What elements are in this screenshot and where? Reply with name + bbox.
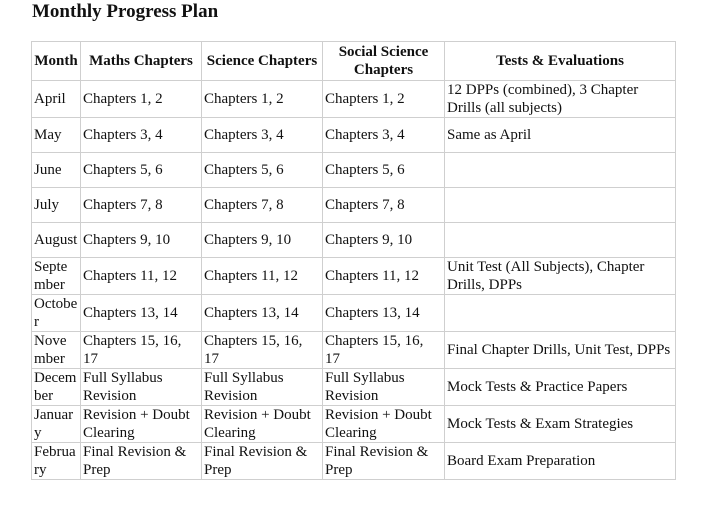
table-row <box>32 258 676 295</box>
science-cell: Chapters 5, 6 <box>202 153 323 188</box>
table-header-row <box>32 42 676 81</box>
page-title: Monthly Progress Plan <box>32 1 219 22</box>
progress-plan-table <box>31 41 676 480</box>
month-cell: July <box>32 188 81 223</box>
science-cell: Chapters 1, 2 <box>202 81 323 118</box>
social-science-cell: Chapters 13, 14 <box>323 295 445 332</box>
social-science-cell: Chapters 9, 10 <box>323 223 445 258</box>
header-maths: Maths Chapters <box>81 42 202 81</box>
maths-cell: Chapters 7, 8 <box>81 188 202 223</box>
month-cell: October <box>32 295 81 332</box>
science-cell: Chapters 15, 16, 17 <box>202 332 323 369</box>
header-tests: Tests & Evaluations <box>445 42 676 81</box>
social-science-cell: Final Revision & Prep <box>323 443 445 480</box>
science-cell: Chapters 13, 14 <box>202 295 323 332</box>
table-row <box>32 188 676 223</box>
table-row <box>32 118 676 153</box>
science-cell: Full Syllabus Revision <box>202 369 323 406</box>
month-cell: June <box>32 153 81 188</box>
month-cell: January <box>32 406 81 443</box>
header-month: Month <box>32 42 81 81</box>
social-science-cell: Chapters 15, 16, 17 <box>323 332 445 369</box>
social-science-cell: Full Syllabus Revision <box>323 369 445 406</box>
month-cell: February <box>32 443 81 480</box>
month-cell: May <box>32 118 81 153</box>
tests-cell: Board Exam Preparation <box>445 443 676 480</box>
social-science-cell: Chapters 7, 8 <box>323 188 445 223</box>
tests-cell: Same as April <box>445 118 676 153</box>
tests-cell: Mock Tests & Exam Strategies <box>445 406 676 443</box>
maths-cell: Chapters 5, 6 <box>81 153 202 188</box>
maths-cell: Revision + Doubt Clearing <box>81 406 202 443</box>
social-science-cell: Chapters 11, 12 <box>323 258 445 295</box>
table-row <box>32 295 676 332</box>
tests-cell <box>445 188 676 223</box>
social-science-cell: Chapters 1, 2 <box>323 81 445 118</box>
table-row <box>32 81 676 118</box>
maths-cell: Chapters 11, 12 <box>81 258 202 295</box>
tests-cell: Mock Tests & Practice Papers <box>445 369 676 406</box>
maths-cell: Chapters 13, 14 <box>81 295 202 332</box>
month-cell: December <box>32 369 81 406</box>
tests-cell <box>445 295 676 332</box>
header-social-science: Social Science Chapters <box>323 42 445 81</box>
maths-cell: Chapters 3, 4 <box>81 118 202 153</box>
maths-cell: Final Revision & Prep <box>81 443 202 480</box>
tests-cell: Unit Test (All Subjects), Chapter Drills, DPPs <box>445 258 676 295</box>
maths-cell: Chapters 9, 10 <box>81 223 202 258</box>
tests-cell: Final Chapter Drills, Unit Test, DPPs <box>445 332 676 369</box>
science-cell: Revision + Doubt Clearing <box>202 406 323 443</box>
tests-cell <box>445 153 676 188</box>
social-science-cell: Chapters 3, 4 <box>323 118 445 153</box>
table-row <box>32 406 676 443</box>
maths-cell: Full Syllabus Revision <box>81 369 202 406</box>
science-cell: Final Revision & Prep <box>202 443 323 480</box>
tests-cell <box>445 223 676 258</box>
month-cell: September <box>32 258 81 295</box>
month-cell: November <box>32 332 81 369</box>
social-science-cell: Revision + Doubt Clearing <box>323 406 445 443</box>
tests-cell: 12 DPPs (combined), 3 Chapter Drills (all subjects) <box>445 81 676 118</box>
maths-cell: Chapters 15, 16, 17 <box>81 332 202 369</box>
table-row <box>32 443 676 480</box>
science-cell: Chapters 9, 10 <box>202 223 323 258</box>
social-science-cell: Chapters 5, 6 <box>323 153 445 188</box>
maths-cell: Chapters 1, 2 <box>81 81 202 118</box>
table-row <box>32 369 676 406</box>
month-cell: April <box>32 81 81 118</box>
table-row <box>32 223 676 258</box>
science-cell: Chapters 7, 8 <box>202 188 323 223</box>
science-cell: Chapters 11, 12 <box>202 258 323 295</box>
header-science: Science Chapters <box>202 42 323 81</box>
table-row <box>32 153 676 188</box>
month-cell: August <box>32 223 81 258</box>
table-row <box>32 332 676 369</box>
science-cell: Chapters 3, 4 <box>202 118 323 153</box>
